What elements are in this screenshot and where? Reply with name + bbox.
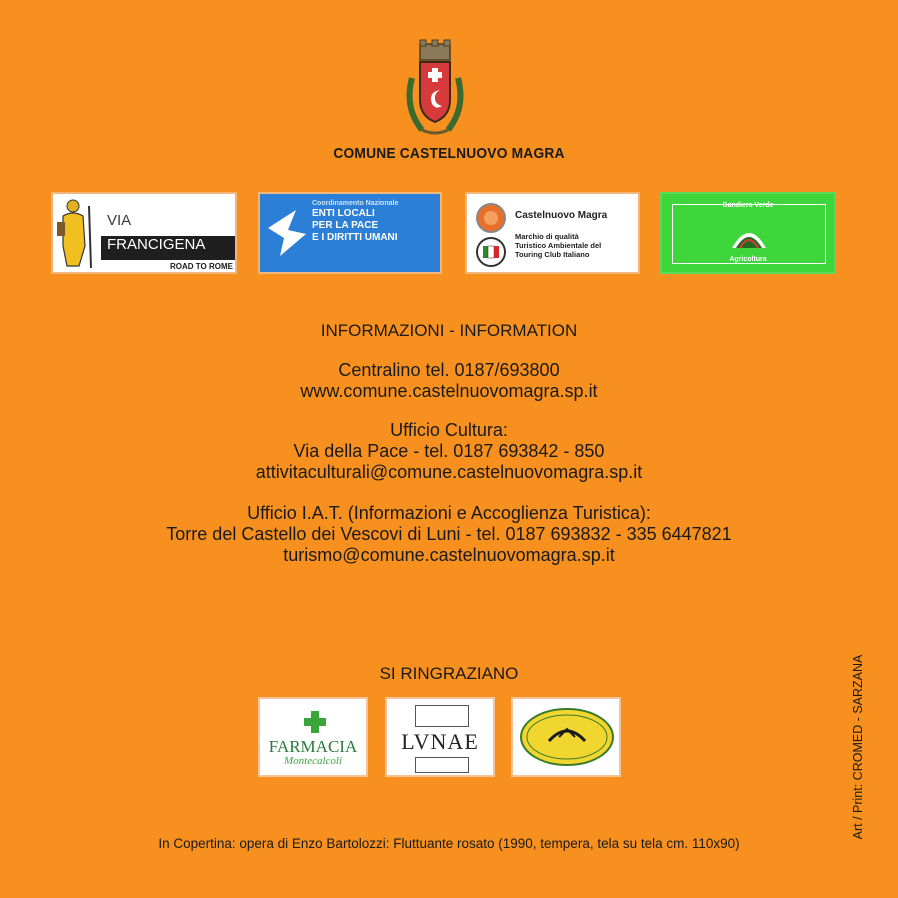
bandiera-bottom-text: Agricoltura [729,256,767,263]
touring-title: Castelnuovo Magra [515,210,608,221]
farmacia-name: FARMACIA [268,737,358,756]
bandiera-verde-logo [660,192,836,274]
lunae-name: LVNAE [401,729,479,754]
dove-icon [266,208,308,258]
touring-text: Marchio di qualità Turistico Ambientale del Touring Club Italiano [515,232,602,259]
cover-note: In Copertina: opera di Enzo Bartolozzi: Fluttuante rosato (1990, tempera, tela su tela cm. 110x90) [158,836,740,851]
central-phone: Centralino tel. 0187/693800 [338,360,560,380]
enti-text: ENTI LOCALI PER LA PACE E I DIRITTI UMANI [312,208,398,243]
francigena-line2: FRANCIGENA [101,236,235,260]
via-francigena-logo [51,192,237,274]
farmacia-sub: Montecalcoli [283,755,343,767]
print-credit: Art / Print: CROMED - SARZANA [851,654,865,840]
francigena-line1: VIA [101,212,235,236]
lunae-top-emblem [415,705,469,727]
info-heading: INFORMAZIONI - INFORMATION [320,321,578,340]
farmacia-logo [258,697,368,777]
castelnuovo-badge-icon [475,202,507,234]
central-contact [0,360,898,402]
enti-small-caption: Coordinamento Nazionale [312,200,399,207]
touring-club-icon [475,236,507,268]
hill-icon [730,218,768,252]
town-name: COMUNE CASTELNUOVO MAGRA [333,145,565,162]
culture-office-title: Ufficio Cultura: [390,420,508,440]
pasticceria-logo [511,697,621,777]
website-link[interactable]: www.comune.castelnuovomagra.sp.it [300,381,598,401]
thanks-heading: SI RINGRAZIANO [379,664,519,683]
iat-office-title: Ufficio I.A.T. (Informazioni e Accoglienza Turistica): [247,503,651,523]
pilgrim-icon [55,196,99,270]
iat-office-email[interactable]: turismo@comune.castelnuovomagra.sp.it [283,545,615,565]
culture-office-email[interactable]: attivitaculturali@comune.castelnuovomagra.sp.it [255,462,643,482]
iat-office-address: Torre del Castello dei Vescovi di Luni - tel. 0187 693832 - 335 6447821 [166,524,732,544]
bandiera-top-text: Bandiera Verde [722,202,774,209]
culture-office-contact [0,420,898,483]
touring-club-logo [465,192,640,274]
iat-office-contact [0,503,898,566]
lunae-bottom-emblem [415,757,469,773]
culture-office-address: Via della Pace - tel. 0187 693842 - 850 [293,441,605,461]
lunae-logo [385,697,495,777]
pharmacy-cross-icon [304,711,326,733]
enti-locali-logo [258,192,442,274]
francigena-tagline: ROAD TO ROME [170,262,233,271]
town-crest [402,38,468,136]
pasticceria-emblem-icon [519,707,615,767]
